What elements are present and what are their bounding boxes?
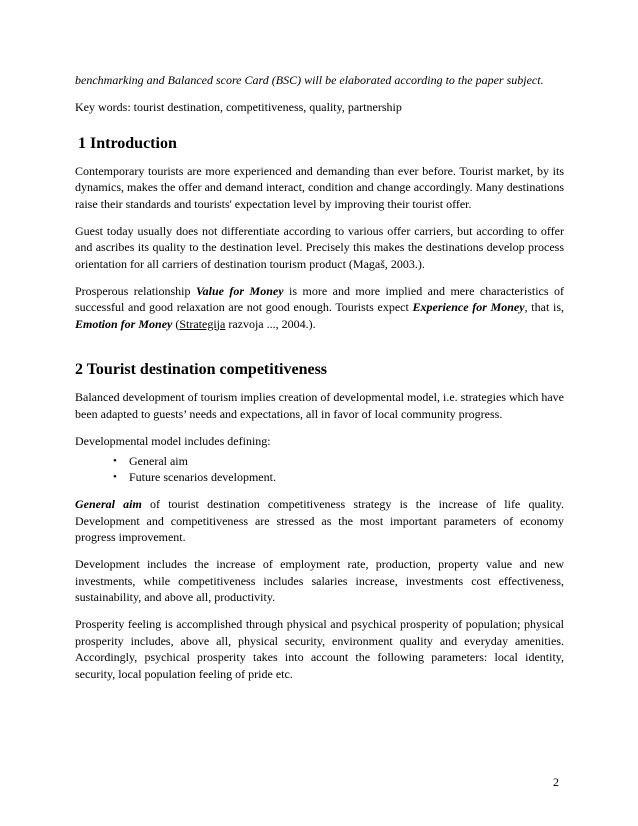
emphasis-experience-for-money: Experience for Money	[412, 300, 525, 314]
intro-paragraph-3	[75, 283, 564, 333]
list-item	[113, 469, 564, 486]
competitiveness-paragraph-2: Developmental model includes defining:	[75, 433, 271, 448]
text-run: of tourist destination competitiveness strategy is the increase of life quality. Development and competitiveness are stressed as the most important parameters of economy progress improvement.	[75, 497, 564, 544]
text-run: (	[172, 316, 180, 331]
page-content	[75, 72, 564, 693]
text-run: is more and more implied and mere characteristics of successful and good relaxation are not good enough. Tourists expect	[75, 283, 564, 314]
list-item-label: Future scenarios development.	[129, 470, 276, 484]
abstract-fragment: benchmarking and Balanced score Card (BSC) will be elaborated according to the paper subject.	[75, 73, 544, 87]
competitiveness-paragraph-1: Balanced development of tourism implies creation of developmental model, i.e. strategies which have been adapted to guests’ needs and expectations, all in favor of local community progress.	[75, 390, 564, 421]
competitiveness-paragraph-3	[75, 496, 564, 546]
list-item	[113, 453, 564, 470]
bullet-list	[75, 453, 564, 486]
emphasis-emotion-for-money: Emotion for Money	[75, 316, 173, 331]
emphasis-general-aim: General aim	[75, 497, 142, 511]
page-number: 2	[553, 775, 559, 789]
emphasis-value-for-money: Value for Money	[195, 283, 284, 298]
bullet-icon: •	[113, 454, 117, 467]
bullet-icon: •	[113, 471, 117, 483]
citation-link[interactable]: Strategija	[179, 316, 226, 331]
competitiveness-paragraph-5: Prosperity feeling is accomplished through physical and psychical prosperity of population; physical prosperity includes, above all, physical security, environment quality and everyday amenities. Accordingly, psychical prosperity takes into account the following parameters: local identity, security, local population feeling of pride etc.	[75, 617, 564, 681]
text-run: Prosperous relationship	[75, 283, 196, 298]
section-heading-introduction: 1 Introduction	[78, 134, 177, 152]
section-heading-competitiveness: 2 Tourist destination competitiveness	[75, 361, 328, 378]
competitiveness-paragraph-4: Development includes the increase of employment rate, production, property value and new investments, while competitiveness includes salaries increase, investments cost effectiveness, sustainability, and above all, productivity.	[75, 557, 564, 604]
list-item-label: General aim	[129, 453, 188, 468]
text-run: , that is,	[524, 300, 564, 314]
text-run: razvoja ..., 2004.).	[225, 316, 316, 331]
intro-paragraph-2: Guest today usually does not differentiate according to various offer carriers, but according to offer and ascribes its quality to the destination level. Precisely this makes the destinations develop process orientation for all carriers of destination tourism product (Magaš, 2003.).	[75, 223, 564, 271]
keywords-line: Key words: tourist destination, competitiveness, quality, partnership	[75, 100, 402, 114]
intro-paragraph-1: Contemporary tourists are more experienced and demanding than ever before. Tourist market, by its dynamics, makes the offer and demand interact, condition and change accordingly. Many destinations raise their standards and tourists' expectation level by improving their tourist offer.	[75, 163, 564, 211]
